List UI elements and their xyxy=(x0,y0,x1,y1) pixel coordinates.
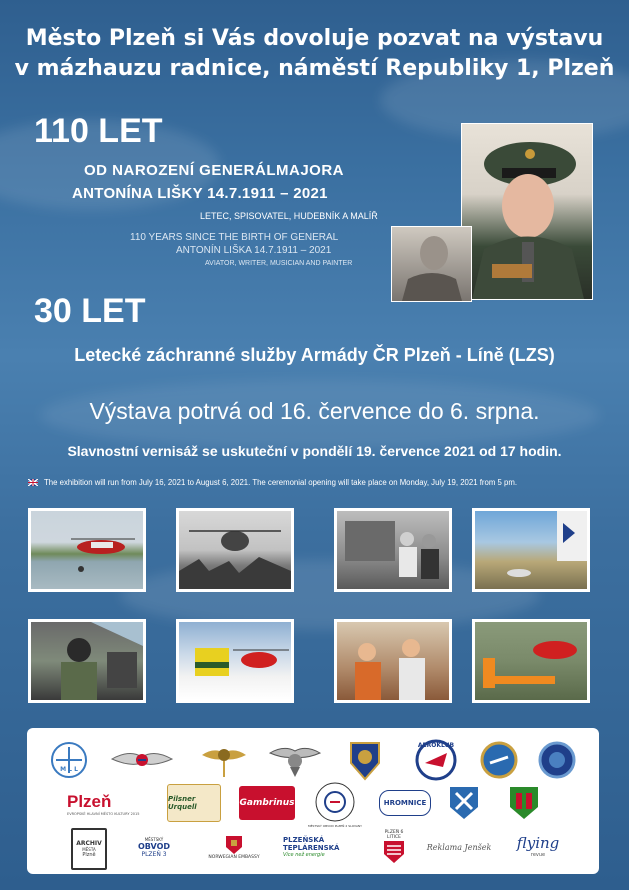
archiv-text-1: ARCHIV xyxy=(76,840,102,847)
teplarenska-text-2: TEPLÁRENSKÁ xyxy=(283,844,340,852)
round-emblem-logo xyxy=(479,740,519,780)
anniversary-30-heading: 30 LET xyxy=(34,292,146,330)
roles-czech: LETEC, SPISOVATEL, HUDEBNÍK A MALÍŘ xyxy=(200,211,378,221)
plzen-6-litice-logo xyxy=(377,826,411,868)
pilot-badge-logo xyxy=(267,738,323,780)
squadron-shield-logo xyxy=(347,738,383,782)
invitation-text xyxy=(0,24,629,84)
litice-text-2: LITICE xyxy=(387,835,401,840)
plzen-logo-text: Plzeň xyxy=(67,792,112,811)
reklama-jensek-logo xyxy=(423,832,495,862)
plzenska-teplarenska-logo xyxy=(283,830,367,864)
plzen-logo-subtext: EVROPSKÉ HLAVNÍ MĚSTO KULTURY 2015 xyxy=(67,812,140,816)
archiv-text-2: MĚSTA xyxy=(82,847,96,852)
flying-text: flying xyxy=(516,834,560,852)
english-subtitle-1: 110 YEARS SINCE THE BIRTH OF GENERAL xyxy=(130,232,339,243)
mll-logo xyxy=(49,740,89,780)
general-subtitle-2: ANTONÍNA LIŠKY 14.7.1911 – 2021 xyxy=(72,185,328,202)
uk-flag-icon xyxy=(28,479,38,486)
reklama-text: Reklama Jenšek xyxy=(426,842,492,852)
english-info xyxy=(28,478,618,487)
gambrinus-logo-text: Gambrinus xyxy=(239,798,295,808)
photo-rescue-stretcher xyxy=(472,619,590,703)
flying-subtext: revue xyxy=(530,852,546,858)
obvod-2-slovany-logo xyxy=(308,780,362,828)
obvod-plzen-3-logo xyxy=(123,830,185,864)
obvod3-text-2: OBVOD xyxy=(137,841,171,851)
archiv-mesta-plzne-logo xyxy=(71,828,107,870)
roles-english: AVIATOR, WRITER, MUSICIAN AND PAINTER xyxy=(205,260,353,267)
blue-round-emblem-logo xyxy=(537,740,577,780)
obvod3-text-1: MĚSTSKÝ xyxy=(144,836,164,842)
photo-ambulance-helicopter-snow xyxy=(176,619,294,703)
hromnice-logo-text: HROMNICE xyxy=(383,799,427,807)
photo-aerial-base xyxy=(472,508,590,592)
exhibition-opening: Slavnostní vernisáž se uskuteční v pondělí 19. července 2021 od 17 hodin. xyxy=(67,443,562,459)
photo-crew-vintage xyxy=(334,508,452,592)
portrait-general-color xyxy=(461,123,593,300)
exhibition-duration: Výstava potrvá od 16. července do 6. srpna. xyxy=(89,398,540,424)
norway-text: NORWEGIAN EMBASSY xyxy=(208,854,260,860)
english-info-text: The exhibition will run from July 16, 2021 to August 6, 2021. The ceremonial opening will take place on Monday, July 19, 2021 from 5 pm. xyxy=(44,478,517,487)
village-crest-green-logo xyxy=(507,784,541,822)
flying-revue-logo xyxy=(505,828,571,864)
pilsner-urquell-logo xyxy=(167,784,221,822)
photo-cockpit-pilot xyxy=(28,619,146,703)
teplarenska-text-1: PLZEŇSKÁ xyxy=(283,836,325,844)
norwegian-embassy-logo xyxy=(203,828,265,866)
photo-helicopter-water-rescue xyxy=(28,508,146,592)
aeroklub-logo xyxy=(412,738,460,782)
obvod-ring-text: MĚSTSKÝ OBVOD PLZEŇ 2 SLOVANY xyxy=(308,824,362,828)
aeroklub-text: AEROKLUB xyxy=(417,742,455,749)
partner-logos-panel xyxy=(27,728,599,874)
military-badge-logo xyxy=(199,738,249,780)
lzs-subtitle: Letecké záchranné služby Armády ČR Plzeň - Líně (LZS) xyxy=(74,345,555,365)
village-crest-blue-logo xyxy=(447,784,481,822)
invitation-line-1: Město Plzeň si Vás dovoluje pozvat na výstavu xyxy=(25,26,604,51)
anniversary-110-heading: 110 LET xyxy=(34,112,163,150)
wings-emblem-logo xyxy=(109,742,175,778)
litice-text-1: PLZEŇ 6 xyxy=(384,830,404,835)
teplarenska-text-3: Více než energie xyxy=(283,852,325,858)
mll-logo-text: M L L xyxy=(60,766,78,773)
gambrinus-logo xyxy=(239,786,295,820)
archiv-text-3: Plzně xyxy=(82,852,96,858)
obvod3-text-3: PLZEŇ 3 xyxy=(141,850,167,858)
photo-helicopter-vintage xyxy=(176,508,294,592)
photo-medical-crew xyxy=(334,619,452,703)
general-subtitle-1: OD NAROZENÍ GENERÁLMAJORA xyxy=(84,162,345,179)
plzen-2015-logo xyxy=(67,784,143,824)
english-subtitle-2: ANTONÍN LIŠKA 14.7.1911 – 2021 xyxy=(176,245,332,256)
portrait-general-young xyxy=(391,226,472,302)
hromnice-logo xyxy=(379,790,431,816)
invitation-line-2: v mázhauzu radnice, náměstí Republiky 1, Plzeň xyxy=(14,56,615,81)
pilsner-logo-text: Pilsner Urquell xyxy=(168,795,197,811)
